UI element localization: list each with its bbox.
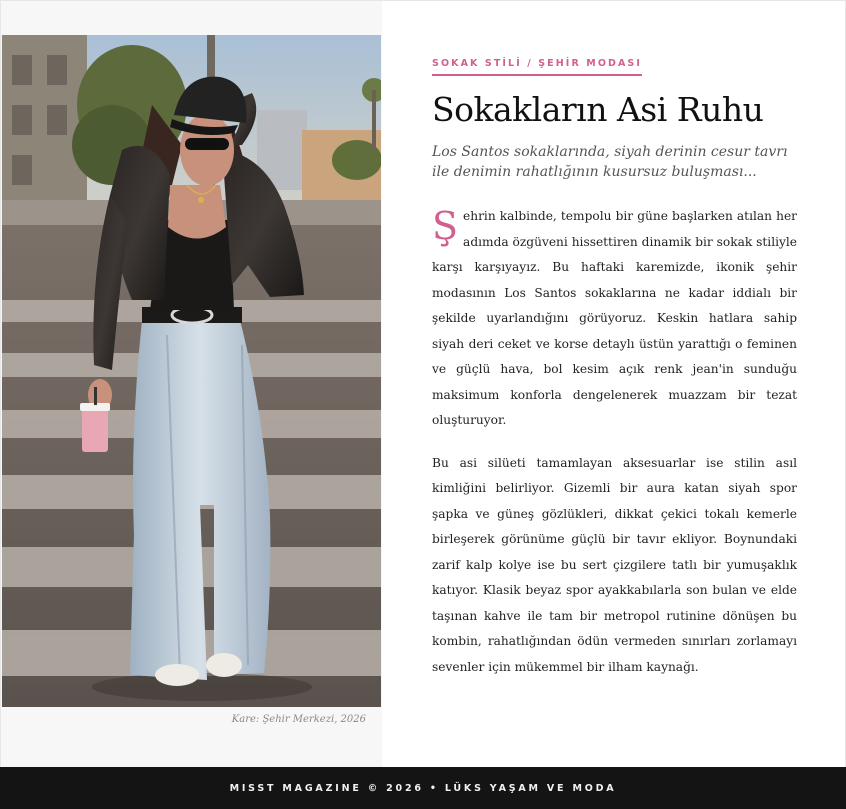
photo-caption: Kare: Şehir Merkezi, 2026	[231, 714, 366, 725]
footer-text: MISST MAGAZINE © 2026 • LÜKS YAŞAM VE MODA	[229, 782, 617, 794]
photo-panel	[1, 1, 382, 768]
article-paragraph-1	[432, 204, 797, 434]
drop-cap: Ş	[432, 204, 459, 248]
paragraph-1-text: ehrin kalbinde, tempolu bir güne başlarken atılan her adımda özgüveni hissettiren dinamik bir sokak stiliyle karşı karşıyayız. Bu haftaki karemizde, ikonik şehir modasının Los Santos sokaklarına ne kadar iddialı bir şekilde uyarlandığını görüyoruz. Keskin hatlara sahip siyah deri ceket ve korse detaylı üstün yarattığı o feminen ve güçlü hava, bol kesim açık renk jean'in sunduğu maksimum konforla dengelenerek muazzam bir tezat oluşturuyor.	[432, 209, 797, 427]
fashion-photo	[2, 35, 381, 707]
article-headline: Sokakların Asi Ruhu	[432, 90, 764, 129]
article-body	[432, 51, 797, 680]
street-fashion-illustration	[2, 35, 381, 707]
article-paragraph-2: Bu asi silüeti tamamlayan aksesuarlar ise stilin asıl kimliğini belirliyor. Gizemli bir aura katan siyah spor şapka ve güneş gözlükleri, dikkat çekici tokalı kemerle birleşerek görünüme güçlü bir tavır ekliyor. Boynundaki zarif kalp kolye ise bu sert çizgilere tatlı bir yumuşaklık katıyor. Klasik beyaz spor ayakkabılarla son bulan ve elde taşınan kahve ile tam bir metropol rutinine dönüşen bu kombin, rahatlığından ödün vermeden sınırları zorlamayı sevenler için mükemmel bir ilham kaynağı.	[432, 455, 797, 674]
magazine-footer	[0, 767, 846, 809]
article-kicker: SOKAK STİLİ / ŞEHİR MODASI	[432, 58, 642, 76]
article-lead: Los Santos sokaklarında, siyah derinin cesur tavrı ile denimin rahatlığının kusursuz buluşması...	[432, 144, 788, 180]
